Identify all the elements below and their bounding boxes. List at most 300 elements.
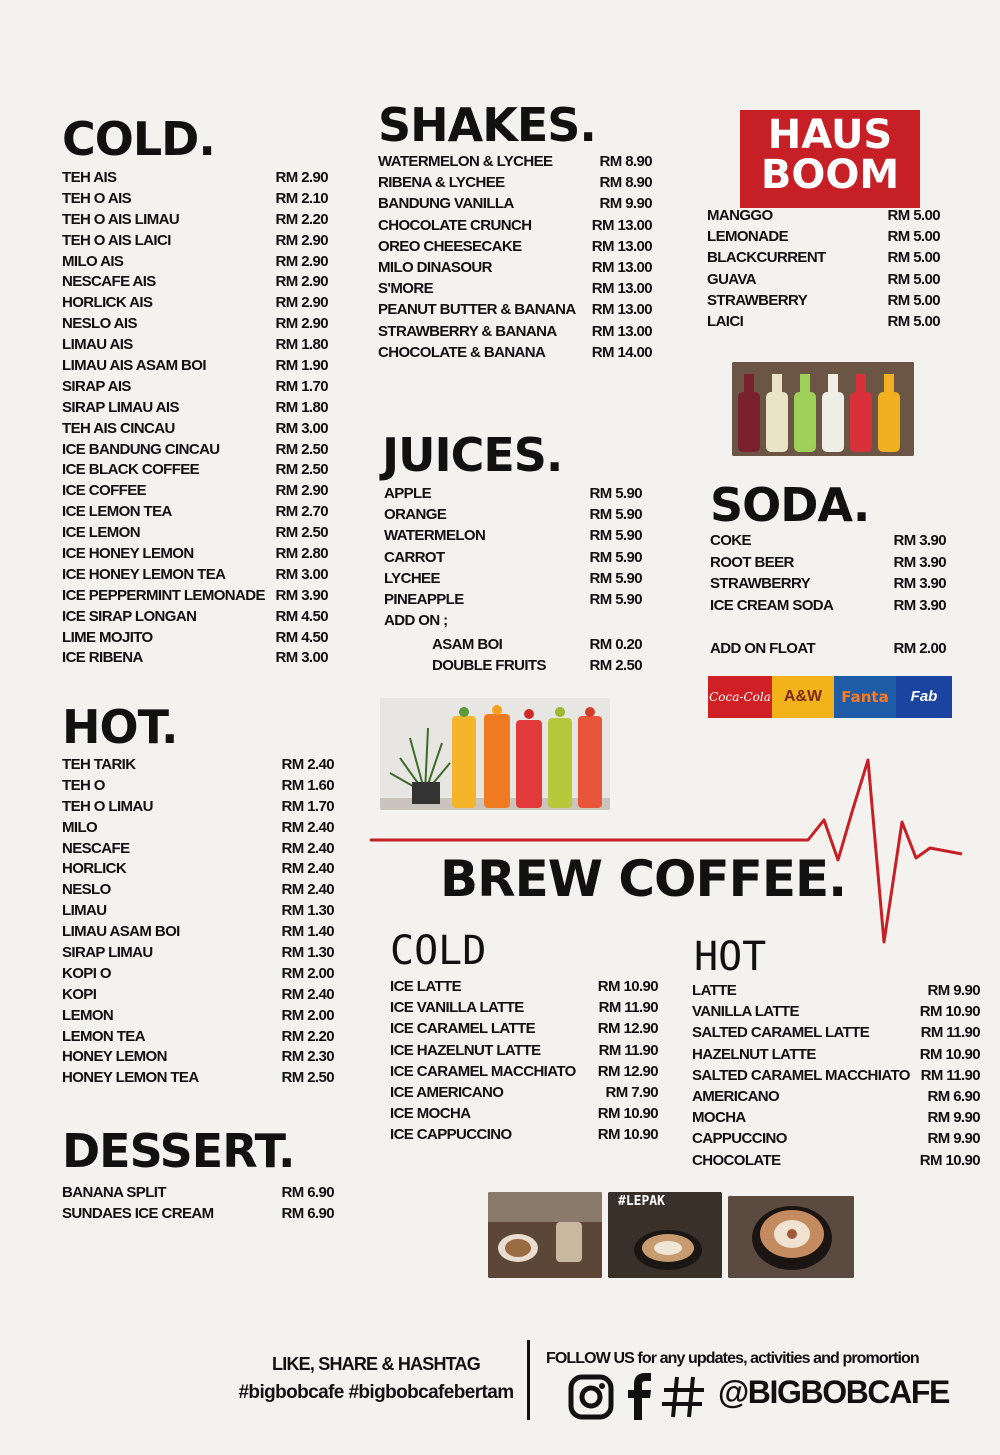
menu-item [710, 552, 946, 574]
menu-item [384, 504, 642, 525]
menu-item-name: ICE CARAMEL LATTE [390, 1020, 536, 1038]
menu-item-price: RM 2.40 [281, 860, 334, 878]
menu-item-price: RM 13.00 [591, 237, 652, 255]
hausboom-logo-line1: HAUS [767, 112, 893, 158]
menu-item-name: ICE HONEY LEMON TEA [62, 565, 226, 583]
juices-section-title: JUICES. [382, 428, 563, 482]
menu-item-price: RM 2.90 [275, 482, 328, 500]
hausboom-logo-line2: BOOM [760, 152, 900, 198]
menu-item [707, 290, 940, 311]
menu-item-price: RM 3.00 [275, 419, 328, 437]
menu-item-name: MILO [62, 818, 98, 836]
menu-item [710, 595, 946, 617]
menu-item-name: CAPPUCCINO [692, 1130, 787, 1148]
menu-item-price: RM 11.90 [598, 1041, 658, 1059]
menu-item-name: LIMAU AIS [62, 336, 133, 354]
menu-item-name: TEH AIS CINCAU [62, 419, 175, 437]
menu-item-price: RM 2.40 [281, 881, 334, 899]
menu-item-name: NESCAFE AIS [62, 273, 156, 291]
menu-item-price: RM 13.00 [591, 301, 652, 319]
menu-item [62, 481, 328, 502]
footer-social-handle[interactable]: @BIGBOBCAFE [718, 1374, 949, 1410]
menu-item-price: RM 10.90 [597, 1126, 658, 1144]
menu-item-name: BANANA SPLIT [62, 1184, 166, 1201]
menu-item-price: RM 5.00 [887, 228, 940, 246]
menu-item-price: RM 9.90 [927, 1109, 980, 1127]
menu-item-price: RM 2.00 [281, 964, 334, 982]
menu-item-name: LEMON [62, 1006, 114, 1024]
menu-item-name: HORLICK [62, 860, 127, 878]
menu-item-name: BLACKCURRENT [707, 249, 826, 267]
menu-item-price: RM 3.90 [893, 553, 946, 571]
hausboom-logo [740, 110, 920, 208]
menu-item-name: COKE [710, 532, 751, 549]
menu-item-price: RM 2.90 [275, 273, 328, 291]
menu-item [707, 311, 940, 332]
hot-section-title: HOT. [62, 700, 178, 754]
menu-item-name: AMERICANO [692, 1087, 780, 1105]
menu-item [384, 589, 642, 610]
menu-item-name: PEANUT BUTTER & BANANA [378, 301, 576, 319]
menu-item-price: RM 5.00 [887, 270, 940, 288]
menu-item [384, 525, 642, 546]
menu-item-price: RM 2.40 [281, 818, 334, 836]
menu-item-price: RM 3.90 [893, 596, 946, 614]
menu-item-name: ASAM BOI [432, 636, 503, 653]
menu-item-name: MOCHA [692, 1109, 746, 1127]
menu-item-price: RM 9.90 [599, 195, 652, 213]
menu-item-name: TEH AIS [62, 169, 117, 186]
menu-item-name: SIRAP AIS [62, 377, 131, 395]
menu-item-price: RM 9.90 [927, 1130, 980, 1148]
menu-item [62, 818, 334, 839]
menu-item [707, 247, 940, 268]
juices-addon-label: ADD ON ; [384, 612, 448, 629]
menu-item [62, 943, 334, 964]
menu-item-price: RM 2.50 [275, 461, 328, 479]
menu-item-price: RM 2.20 [281, 1027, 334, 1045]
menu-item [378, 342, 652, 363]
menu-item-name: ICE MOCHA [390, 1105, 471, 1123]
menu-item-name: ICE LEMON [62, 524, 140, 542]
menu-item-name: CARROT [384, 548, 445, 566]
menu-item-price: RM 2.50 [589, 657, 642, 674]
menu-item [62, 398, 328, 419]
menu-item-price: RM 7.90 [605, 1083, 658, 1101]
menu-item-name: GUAVA [707, 270, 756, 288]
menu-item-price: RM 1.90 [275, 357, 328, 375]
menu-item-price: RM 2.80 [275, 545, 328, 563]
menu-item [432, 634, 642, 655]
menu-item [62, 1006, 334, 1027]
menu-item-price: RM 1.80 [275, 398, 328, 416]
menu-item-name: SALTED CARAMEL LATTE [692, 1024, 870, 1042]
menu-item [707, 226, 940, 247]
menu-item-name: ICE COFFEE [62, 482, 147, 500]
menu-item-price: RM 9.90 [927, 982, 980, 999]
menu-item-price: RM 6.90 [927, 1087, 980, 1105]
menu-item-name: ICE PEPPERMINT LEMONADE [62, 586, 265, 604]
menu-item-price: RM 5.90 [589, 485, 642, 502]
coffee-photo-2 [608, 1192, 722, 1278]
menu-item-price: RM 1.60 [281, 776, 334, 794]
brew-coffee-title: BREW COFFEE. [440, 850, 847, 908]
menu-item-price: RM 2.50 [281, 1069, 334, 1087]
brew-hot-title: HOT [694, 934, 767, 980]
menu-item [390, 1103, 658, 1124]
menu-item [432, 655, 642, 676]
menu-item [62, 293, 328, 314]
menu-item-name: HONEY LEMON [62, 1048, 167, 1066]
menu-item-name: WATERMELON & LYCHEE [378, 153, 553, 170]
menu-item-price: RM 1.80 [275, 336, 328, 354]
brew-hot-menu-list [692, 980, 980, 1171]
menu-item-price: RM 12.90 [597, 1020, 658, 1038]
menu-item-name: STRAWBERRY [707, 291, 808, 309]
menu-item-price: RM 2.90 [275, 169, 328, 186]
menu-item-price: RM 5.00 [887, 249, 940, 267]
menu-item [692, 1065, 980, 1086]
menu-item-price: RM 14.00 [591, 343, 652, 361]
instagram-icon[interactable] [568, 1374, 614, 1420]
menu-item [62, 797, 334, 818]
menu-item [692, 1128, 980, 1149]
menu-item-price: RM 0.20 [589, 636, 642, 653]
menu-item-name: TEH O LIMAU [62, 797, 153, 815]
menu-item [62, 252, 328, 273]
menu-item-price: RM 3.00 [275, 565, 328, 583]
menu-item [62, 523, 328, 544]
menu-item-name: MILO DINASOUR [378, 258, 492, 276]
menu-item-name: ICE VANILLA LATTE [390, 999, 524, 1017]
menu-item-price: RM 2.70 [275, 503, 328, 521]
hausboom-bottles-photo [732, 362, 914, 456]
menu-item-price: RM 6.90 [281, 1184, 334, 1201]
menu-item [62, 272, 328, 293]
menu-item-price: RM 5.90 [589, 506, 642, 524]
menu-item-name: ICE CARAMEL MACCHIATO [390, 1062, 576, 1080]
menu-item-price: RM 11.90 [920, 1024, 980, 1042]
soda-addon-item [710, 638, 946, 659]
menu-item-price: RM 5.00 [887, 312, 940, 330]
menu-item-name: LYCHEE [384, 569, 440, 587]
shakes-menu-list [378, 151, 652, 363]
menu-item-price: RM 2.90 [275, 315, 328, 333]
juices-addon-list [432, 634, 642, 676]
menu-item-name: DOUBLE FRUITS [432, 657, 546, 674]
menu-item-name: SIRAP LIMAU [62, 944, 153, 962]
menu-item-name: ICE HAZELNUT LATTE [390, 1041, 541, 1059]
menu-item-name: STRAWBERRY [710, 575, 811, 593]
menu-item-name: ICE CREAM SODA [710, 596, 834, 614]
menu-item [378, 299, 652, 320]
menu-item-name: CHOCOLATE [692, 1151, 781, 1169]
menu-item-price: RM 2.90 [275, 231, 328, 249]
aw-logo: A&W [772, 676, 834, 718]
menu-item-name: S'MORE [378, 280, 433, 298]
menu-item-name: ICE LEMON TEA [62, 503, 172, 521]
menu-item-price: RM 10.90 [919, 1045, 980, 1063]
menu-item-name: CHOCOLATE & BANANA [378, 343, 546, 361]
menu-item [378, 193, 652, 214]
menu-item-name: TEH O [62, 776, 105, 794]
menu-item [384, 568, 642, 589]
soda-menu-list [710, 530, 946, 616]
menu-item-price: RM 2.90 [275, 252, 328, 270]
menu-item [62, 377, 328, 398]
menu-item-name: ORANGE [384, 506, 447, 524]
menu-item [62, 755, 334, 776]
menu-item [378, 215, 652, 236]
menu-item-name: LAICI [707, 312, 744, 330]
soda-addon-list [710, 638, 946, 659]
menu-item-price: RM 10.90 [597, 978, 658, 995]
menu-item [384, 547, 642, 568]
menu-item-name: ICE BANDUNG CINCAU [62, 440, 220, 458]
menu-item-price: RM 5.90 [589, 590, 642, 608]
menu-item-name: ICE CAPPUCCINO [390, 1126, 512, 1144]
menu-item-name: CHOCOLATE CRUNCH [378, 216, 532, 234]
menu-item-name: WATERMELON [384, 527, 486, 545]
menu-item [692, 1150, 980, 1171]
menu-item [62, 1068, 334, 1089]
menu-item-price: RM 3.90 [893, 575, 946, 593]
menu-item [62, 356, 328, 377]
menu-item-name: LEMON TEA [62, 1027, 145, 1045]
menu-item [390, 1082, 658, 1103]
menu-item-price: RM 1.70 [275, 377, 328, 395]
menu-item-price: RM 11.90 [920, 1066, 980, 1084]
menu-item [390, 1061, 658, 1082]
menu-item-name: APPLE [384, 485, 432, 502]
menu-item [390, 1018, 658, 1039]
menu-item-price: RM 5.90 [589, 548, 642, 566]
menu-item-price: RM 2.10 [275, 189, 328, 207]
menu-item [390, 1124, 658, 1145]
menu-item-price: RM 5.90 [589, 527, 642, 545]
menu-item-price: RM 4.50 [275, 607, 328, 625]
menu-item-name: STRAWBERRY & BANANA [378, 322, 557, 340]
menu-item [62, 922, 334, 943]
juices-menu-list [384, 483, 642, 610]
menu-item [62, 335, 328, 356]
menu-item-name: HONEY LEMON TEA [62, 1069, 199, 1087]
menu-item-name: NESCAFE [62, 839, 130, 857]
menu-item-price: RM 8.90 [599, 153, 652, 170]
menu-item [390, 976, 658, 997]
menu-item [692, 1022, 980, 1043]
menu-item [62, 1027, 334, 1048]
menu-item [378, 172, 652, 193]
menu-item-name: SIRAP LIMAU AIS [62, 398, 179, 416]
menu-item [62, 901, 334, 922]
menu-item [378, 151, 652, 172]
menu-item-name: HAZELNUT LATTE [692, 1045, 816, 1063]
menu-item [62, 607, 328, 628]
menu-item-name: ICE RIBENA [62, 649, 143, 667]
menu-item-name: ICE HONEY LEMON [62, 545, 194, 563]
menu-item-price: RM 1.30 [281, 944, 334, 962]
brew-cold-menu-list [390, 976, 658, 1146]
menu-item-price: RM 10.90 [919, 1003, 980, 1021]
menu-item-price: RM 2.50 [275, 440, 328, 458]
menu-item [62, 964, 334, 985]
menu-item-name: LIME MOJITO [62, 628, 153, 646]
menu-item-name: ICE AMERICANO [390, 1083, 504, 1101]
menu-item-name: OREO CHEESECAKE [378, 237, 522, 255]
menu-item-price: RM 3.90 [275, 586, 328, 604]
menu-item-name: LIMAU AIS ASAM BOI [62, 357, 206, 375]
menu-item-price: RM 2.00 [281, 1006, 334, 1024]
menu-item [692, 980, 980, 1001]
menu-item-name: SALTED CARAMEL MACCHIATO [692, 1066, 910, 1084]
menu-item-price: RM 8.90 [599, 174, 652, 192]
menu-item-price: RM 4.50 [275, 628, 328, 646]
dessert-section-title: DESSERT. [62, 1124, 295, 1178]
menu-item-price: RM 2.90 [275, 294, 328, 312]
menu-item [62, 544, 328, 565]
menu-item-name: ICE SIRAP LONGAN [62, 607, 197, 625]
menu-item [378, 236, 652, 257]
menu-item-price: RM 5.90 [589, 569, 642, 587]
hot-menu-list [62, 755, 334, 1089]
menu-item-name: MILO AIS [62, 252, 124, 270]
footer-follow-text: FOLLOW US for any updates, activities and promortion [546, 1350, 919, 1367]
hausboom-menu-list [707, 205, 940, 332]
menu-item-name: KOPI [62, 985, 97, 1003]
menu-item-name: BANDUNG VANILLA [378, 195, 514, 213]
hashtag-icon[interactable] [660, 1374, 706, 1420]
menu-item-name: MANGGO [707, 207, 773, 224]
menu-item-name: LIMAU [62, 902, 107, 920]
menu-item-name: TEH O AIS LAICI [62, 231, 171, 249]
menu-item [62, 502, 328, 523]
menu-item-name: NESLO [62, 881, 111, 899]
menu-item [390, 1040, 658, 1061]
menu-item [707, 269, 940, 290]
menu-item [692, 1044, 980, 1065]
menu-item-price: RM 1.30 [281, 902, 334, 920]
menu-item-name: PINEAPPLE [384, 590, 464, 608]
menu-item [384, 483, 642, 504]
menu-item [62, 1203, 334, 1224]
menu-item-name: ADD ON FLOAT [710, 640, 816, 657]
menu-item [390, 997, 658, 1018]
fanta-logo: Fanta [834, 676, 896, 718]
menu-item-price: RM 10.90 [919, 1151, 980, 1169]
soda-section-title: SODA. [710, 478, 870, 532]
menu-item-price: RM 13.00 [591, 216, 652, 234]
dessert-menu-list [62, 1182, 334, 1224]
menu-item-price: RM 10.90 [597, 1105, 658, 1123]
menu-item [692, 1086, 980, 1107]
cold-section-title: COLD. [62, 112, 215, 166]
brew-cold-title: COLD [390, 928, 487, 974]
menu-item-price: RM 2.40 [281, 839, 334, 857]
menu-item-name: NESLO AIS [62, 315, 137, 333]
menu-item [62, 586, 328, 607]
menu-item [692, 1107, 980, 1128]
menu-item-price: RM 5.00 [887, 291, 940, 309]
menu-item-price: RM 2.20 [275, 210, 328, 228]
menu-item [692, 1001, 980, 1022]
menu-item-name: SUNDAES ICE CREAM [62, 1205, 214, 1222]
menu-item [378, 321, 652, 342]
menu-item [62, 1047, 334, 1068]
menu-item [62, 419, 328, 440]
menu-item [710, 530, 946, 552]
menu-item-price: RM 13.00 [591, 322, 652, 340]
menu-item-name: TEH O AIS [62, 189, 132, 207]
menu-item [62, 839, 334, 860]
menu-item [62, 565, 328, 586]
facebook-icon[interactable] [626, 1372, 652, 1420]
menu-item-price: RM 6.90 [281, 1205, 334, 1222]
coffee-photo-1 [488, 1192, 602, 1278]
menu-item [62, 1182, 334, 1203]
menu-item-name: HORLICK AIS [62, 294, 153, 312]
menu-item-name: ICE LATTE [390, 978, 461, 995]
cold-menu-list [62, 168, 328, 669]
menu-item [62, 210, 328, 231]
coffee-photo-3 [728, 1196, 854, 1278]
menu-item [62, 985, 334, 1006]
menu-item [62, 880, 334, 901]
shakes-section-title: SHAKES. [378, 98, 596, 152]
menu-item-price: RM 2.00 [893, 640, 946, 657]
menu-item-price: RM 12.90 [597, 1062, 658, 1080]
fab-logo: Fab [896, 676, 952, 718]
menu-item [62, 648, 328, 669]
menu-item [62, 314, 328, 335]
coca-cola-logo: Coca-Cola [708, 676, 772, 718]
menu-item-name: TEH TARIK [62, 756, 136, 773]
menu-item-price: RM 3.90 [893, 532, 946, 549]
menu-item-name: VANILLA LATTE [692, 1003, 799, 1021]
menu-item [62, 440, 328, 461]
menu-item-name: ROOT BEER [710, 553, 794, 571]
menu-item-name: LEMONADE [707, 228, 789, 246]
menu-item [378, 278, 652, 299]
menu-item-name: ICE BLACK COFFEE [62, 461, 200, 479]
menu-item-price: RM 1.70 [281, 797, 334, 815]
menu-item-price: RM 5.00 [887, 207, 940, 224]
menu-item [378, 257, 652, 278]
menu-item [62, 460, 328, 481]
menu-item [710, 573, 946, 595]
menu-item-price: RM 2.30 [281, 1048, 334, 1066]
menu-item-price: RM 2.50 [275, 524, 328, 542]
menu-item-name: LIMAU ASAM BOI [62, 923, 180, 941]
footer-hashtags: #bigbobcafe #bigbobcafebertam [238, 1382, 514, 1403]
menu-item-name: LATTE [692, 982, 737, 999]
footer-like-share-text: LIKE, SHARE & HASHTAG [272, 1354, 480, 1374]
menu-item [62, 628, 328, 649]
menu-item-name: RIBENA & LYCHEE [378, 174, 505, 192]
menu-item [62, 168, 328, 189]
menu-item-price: RM 13.00 [591, 280, 652, 298]
menu-item-price: RM 2.40 [281, 985, 334, 1003]
menu-item [62, 776, 334, 797]
menu-item-price: RM 2.40 [281, 756, 334, 773]
menu-item-price: RM 3.00 [275, 649, 328, 667]
menu-item-price: RM 1.40 [281, 923, 334, 941]
menu-item [62, 231, 328, 252]
menu-item [62, 859, 334, 880]
menu-item-name: TEH O AIS LIMAU [62, 210, 180, 228]
menu-item-price: RM 11.90 [598, 999, 658, 1017]
menu-item-name: KOPI O [62, 964, 111, 982]
